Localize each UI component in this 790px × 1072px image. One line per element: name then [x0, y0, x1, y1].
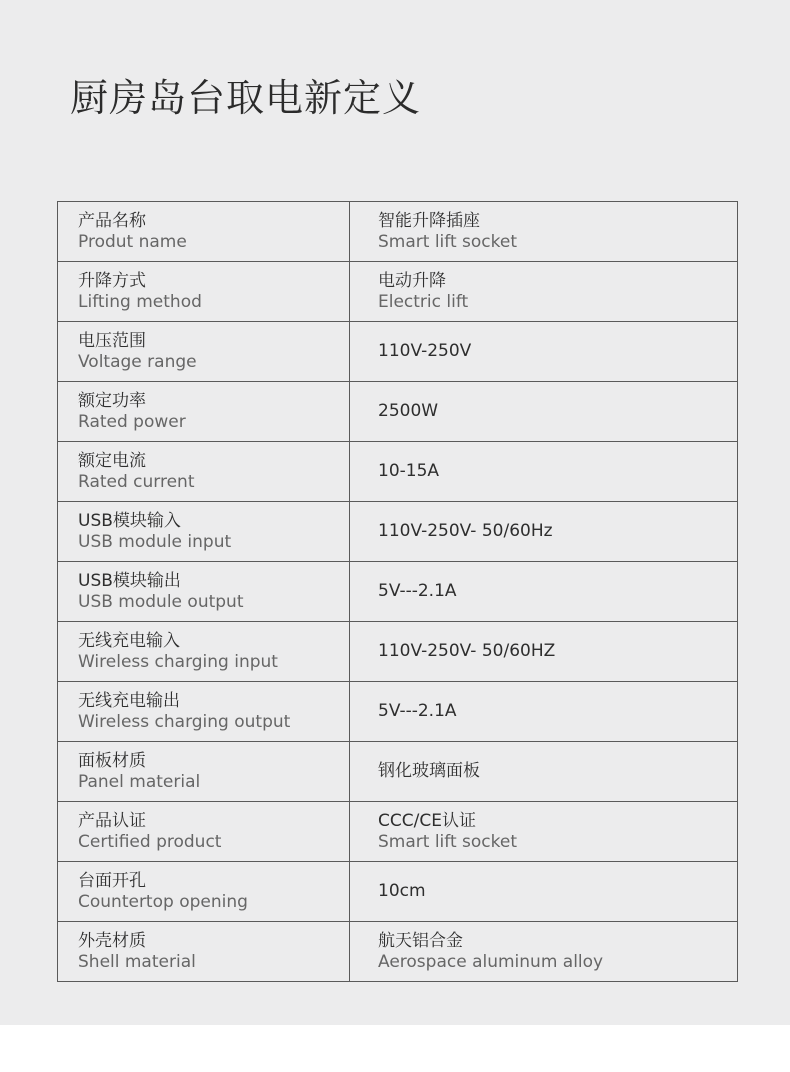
- label-cell: [58, 562, 350, 622]
- value-text: 10-15A: [378, 461, 440, 481]
- label-cell: [58, 742, 350, 802]
- label-en: USB module output: [78, 591, 244, 612]
- label-zh: 无线充电输入: [78, 630, 180, 651]
- value-cell: [350, 742, 738, 802]
- table-row: [58, 262, 738, 322]
- table-row: [58, 862, 738, 922]
- label-en: Rated current: [78, 471, 195, 492]
- table-row: [58, 442, 738, 502]
- value-text: 5V---2.1A: [378, 701, 457, 721]
- label-cell: [58, 862, 350, 922]
- value-cell: [350, 802, 738, 862]
- label-en: Wireless charging output: [78, 711, 291, 732]
- label-cell: [58, 202, 350, 262]
- label-zh: 额定电流: [78, 450, 146, 471]
- label-cell: [58, 622, 350, 682]
- spec-table: [57, 201, 738, 982]
- label-en: Shell material: [78, 951, 196, 972]
- label-cell: [58, 922, 350, 982]
- table-row: [58, 382, 738, 442]
- value-zh: 航天铝合金: [378, 930, 463, 951]
- table-row: [58, 502, 738, 562]
- table-row: [58, 202, 738, 262]
- label-cell: [58, 442, 350, 502]
- table-row: [58, 802, 738, 862]
- value-en: Aerospace aluminum alloy: [378, 951, 604, 972]
- label-cell: [58, 682, 350, 742]
- label-zh: 额定功率: [78, 390, 146, 411]
- label-zh: 台面开孔: [78, 870, 146, 891]
- table-row: [58, 742, 738, 802]
- value-zh: 电动升降: [378, 270, 446, 291]
- value-zh: 智能升降插座: [378, 210, 480, 231]
- value-text: 110V-250V- 50/60Hz: [378, 521, 553, 541]
- label-en: Certified product: [78, 831, 222, 852]
- label-cell: [58, 802, 350, 862]
- label-zh: 升降方式: [78, 270, 146, 291]
- table-row: [58, 682, 738, 742]
- label-en: Voltage range: [78, 351, 197, 372]
- label-en: Countertop opening: [78, 891, 248, 912]
- value-cell: [350, 562, 738, 622]
- value-cell: [350, 862, 738, 922]
- label-en: Produt name: [78, 231, 187, 252]
- value-text: 10cm: [378, 881, 426, 901]
- label-cell: [58, 382, 350, 442]
- page-title: 厨房岛台取电新定义: [70, 76, 422, 120]
- label-cell: [58, 322, 350, 382]
- value-text: 钢化玻璃面板: [378, 761, 480, 781]
- label-en: Lifting method: [78, 291, 202, 312]
- label-en: Panel material: [78, 771, 201, 792]
- value-cell: [350, 262, 738, 322]
- value-cell: [350, 502, 738, 562]
- value-cell: [350, 442, 738, 502]
- label-cell: [58, 262, 350, 322]
- label-zh: 无线充电输出: [78, 690, 180, 711]
- label-zh: USB模块输出: [78, 570, 181, 591]
- label-cell: [58, 502, 350, 562]
- label-en: Rated power: [78, 411, 186, 432]
- value-en: Electric lift: [378, 291, 469, 312]
- value-cell: [350, 202, 738, 262]
- value-cell: [350, 382, 738, 442]
- value-en: Smart lift socket: [378, 231, 517, 252]
- table-row: [58, 562, 738, 622]
- label-en: Wireless charging input: [78, 651, 278, 672]
- value-text: 110V-250V- 50/60HZ: [378, 641, 556, 661]
- value-text: 110V-250V: [378, 341, 472, 361]
- table-row: [58, 322, 738, 382]
- value-en: Smart lift socket: [378, 831, 517, 852]
- label-en: USB module input: [78, 531, 232, 552]
- label-zh: USB模块输入: [78, 510, 181, 531]
- label-zh: 产品认证: [78, 810, 146, 831]
- label-zh: 产品名称: [78, 210, 146, 231]
- value-cell: [350, 322, 738, 382]
- value-zh: CCC/CE认证: [378, 810, 476, 831]
- table-row: [58, 622, 738, 682]
- label-zh: 面板材质: [78, 750, 146, 771]
- label-zh: 外壳材质: [78, 930, 146, 951]
- value-cell: [350, 682, 738, 742]
- value-text: 5V---2.1A: [378, 581, 457, 601]
- value-text: 2500W: [378, 401, 439, 421]
- value-cell: [350, 922, 738, 982]
- value-cell: [350, 622, 738, 682]
- label-zh: 电压范围: [78, 330, 146, 351]
- table-row: [58, 922, 738, 982]
